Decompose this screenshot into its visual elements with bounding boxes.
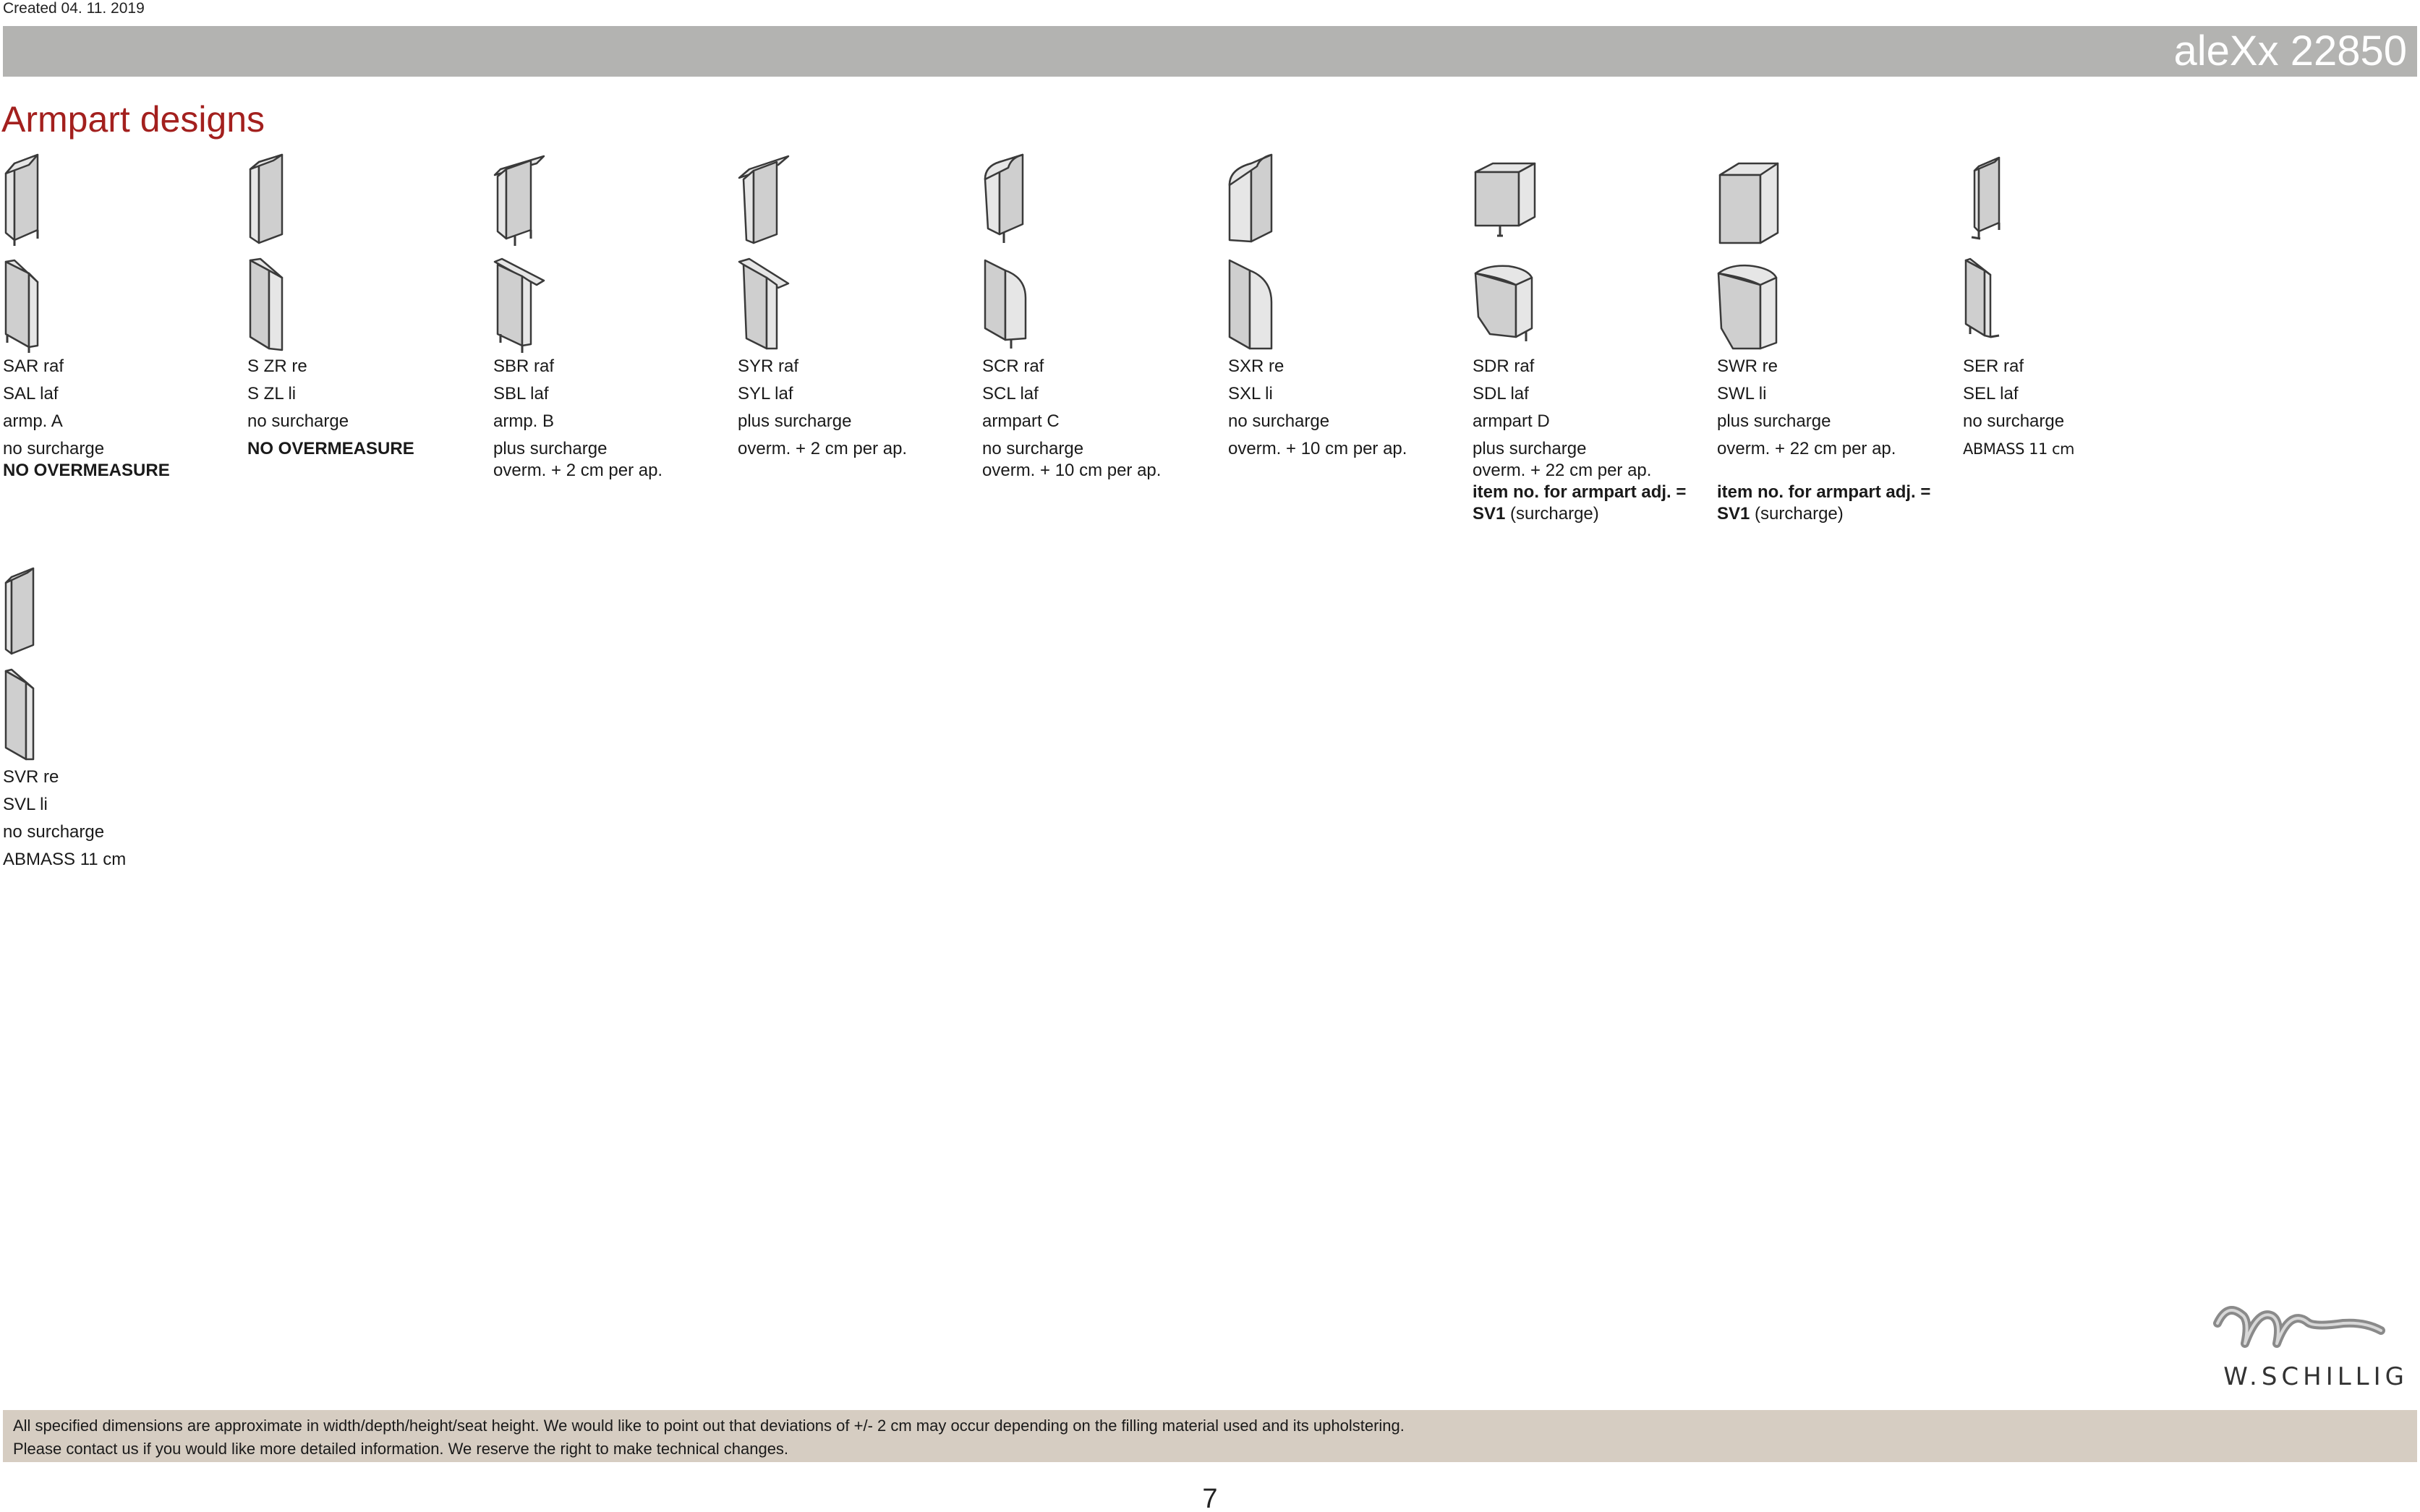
armpart-item-sxr bbox=[1228, 153, 1467, 460]
armpart-sar-icon bbox=[3, 153, 242, 356]
armpart-note: overm. + 2 cm per ap. bbox=[738, 439, 908, 458]
armpart-sxr-icon bbox=[1228, 153, 1467, 356]
armpart-adj-note: item no. for armpart adj. = bbox=[1473, 482, 1687, 502]
armpart-adj-suffix: (surcharge) bbox=[1505, 504, 1599, 524]
armpart-item-scr bbox=[982, 153, 1221, 482]
armpart-code-left: SDL laf bbox=[1473, 384, 1529, 403]
armpart-note: overm. + 2 cm per ap. bbox=[493, 461, 663, 480]
armpart-design: no surcharge bbox=[1963, 411, 2065, 431]
armpart-adj-note: item no. for armpart adj. = bbox=[1717, 482, 1931, 502]
armpart-code-right: SVR re bbox=[3, 767, 59, 787]
armpart-note: overm. + 22 cm per ap. bbox=[1473, 461, 1652, 480]
armpart-code-right: SER raf bbox=[1963, 356, 2024, 376]
armpart-code-left: SVL li bbox=[3, 795, 48, 814]
section-title: Armpart designs bbox=[1, 99, 265, 140]
armpart-note: ABMASS 11 cm bbox=[1963, 440, 2074, 458]
armpart-item-sbr bbox=[493, 153, 732, 482]
footer-disclaimer bbox=[3, 1410, 2417, 1462]
armpart-note-bold: NO OVERMEASURE bbox=[3, 461, 170, 480]
armpart-item-ser bbox=[1963, 153, 2202, 460]
armpart-code-left: S ZL li bbox=[247, 384, 297, 403]
armpart-code-right: SAR raf bbox=[3, 356, 64, 376]
armpart-design: no surcharge bbox=[247, 411, 349, 431]
armpart-scr-icon bbox=[982, 153, 1221, 356]
armpart-note: ABMASS 11 cm bbox=[3, 850, 127, 869]
created-date: Created 04. 11. 2019 bbox=[3, 0, 145, 17]
armpart-code-right: SBR raf bbox=[493, 356, 555, 376]
armpart-code-left: SXL li bbox=[1228, 384, 1273, 403]
title-bar bbox=[3, 26, 2417, 77]
armpart-item-swr bbox=[1717, 153, 1956, 525]
armpart-code-left: SEL laf bbox=[1963, 384, 2019, 403]
armpart-design: armp. A bbox=[3, 411, 63, 431]
armpart-item-sdr bbox=[1473, 153, 1711, 525]
armpart-note: overm. + 10 cm per ap. bbox=[982, 461, 1162, 480]
armpart-code-left: SWL li bbox=[1717, 384, 1767, 403]
armpart-code-right: S ZR re bbox=[247, 356, 307, 376]
armpart-swr-icon bbox=[1717, 153, 1956, 356]
armpart-item-syr bbox=[738, 153, 976, 460]
armpart-code-right: SXR re bbox=[1228, 356, 1284, 376]
armpart-note-bold: NO OVERMEASURE bbox=[247, 439, 414, 458]
logo-wordmark: W.SCHILLIG bbox=[2223, 1362, 2408, 1391]
armpart-item-szr bbox=[247, 153, 486, 460]
armpart-svr-icon bbox=[3, 564, 242, 766]
armpart-adj-code: SV1 bbox=[1473, 504, 1506, 524]
armpart-sbr-icon bbox=[493, 153, 732, 356]
armpart-code-left: SCL laf bbox=[982, 384, 1039, 403]
armpart-design: armp. B bbox=[493, 411, 555, 431]
armpart-design: plus surcharge bbox=[738, 411, 852, 431]
footer-line-2: Please contact us if you would like more detailed information. We reserve the right to make technical changes. bbox=[13, 1440, 789, 1458]
armpart-note: no surcharge bbox=[3, 439, 105, 458]
armpart-item-svr bbox=[3, 564, 242, 871]
armpart-sdr-icon bbox=[1473, 153, 1711, 356]
armpart-design: armpart C bbox=[982, 411, 1060, 431]
page-number: 7 bbox=[1202, 1484, 1218, 1512]
armpart-ser-icon bbox=[1963, 153, 2202, 356]
armpart-note: overm. + 22 cm per ap. bbox=[1717, 439, 1896, 458]
armpart-item-sar bbox=[3, 153, 242, 482]
armpart-code-left: SBL laf bbox=[493, 384, 549, 403]
armpart-syr-icon bbox=[738, 153, 976, 356]
armpart-adj-suffix: (surcharge) bbox=[1750, 504, 1844, 524]
armpart-szr-icon bbox=[247, 153, 486, 356]
armpart-code-right: SWR re bbox=[1717, 356, 1778, 376]
armpart-note: no surcharge bbox=[982, 439, 1084, 458]
armpart-note: plus surcharge bbox=[493, 439, 608, 458]
armpart-note: overm. + 10 cm per ap. bbox=[1228, 439, 1407, 458]
armpart-code-right: SDR raf bbox=[1473, 356, 1535, 376]
product-name: aleXx 22850 bbox=[2173, 27, 2407, 74]
armpart-adj-code: SV1 bbox=[1717, 504, 1750, 524]
armpart-design: no surcharge bbox=[3, 822, 105, 842]
armpart-design: plus surcharge bbox=[1717, 411, 1831, 431]
armpart-code-left: SYL laf bbox=[738, 384, 793, 403]
armpart-code-right: SCR raf bbox=[982, 356, 1044, 376]
armpart-design: armpart D bbox=[1473, 411, 1550, 431]
armpart-note: plus surcharge bbox=[1473, 439, 1587, 458]
footer-line-1: All specified dimensions are approximate in width/depth/height/seat height. We would like to point out that deviations of +/- 2 cm may occur depending on the filling material used and its upholstering. bbox=[13, 1417, 1405, 1435]
armpart-code-right: SYR raf bbox=[738, 356, 799, 376]
armpart-design: no surcharge bbox=[1228, 411, 1330, 431]
armpart-code-left: SAL laf bbox=[3, 384, 59, 403]
